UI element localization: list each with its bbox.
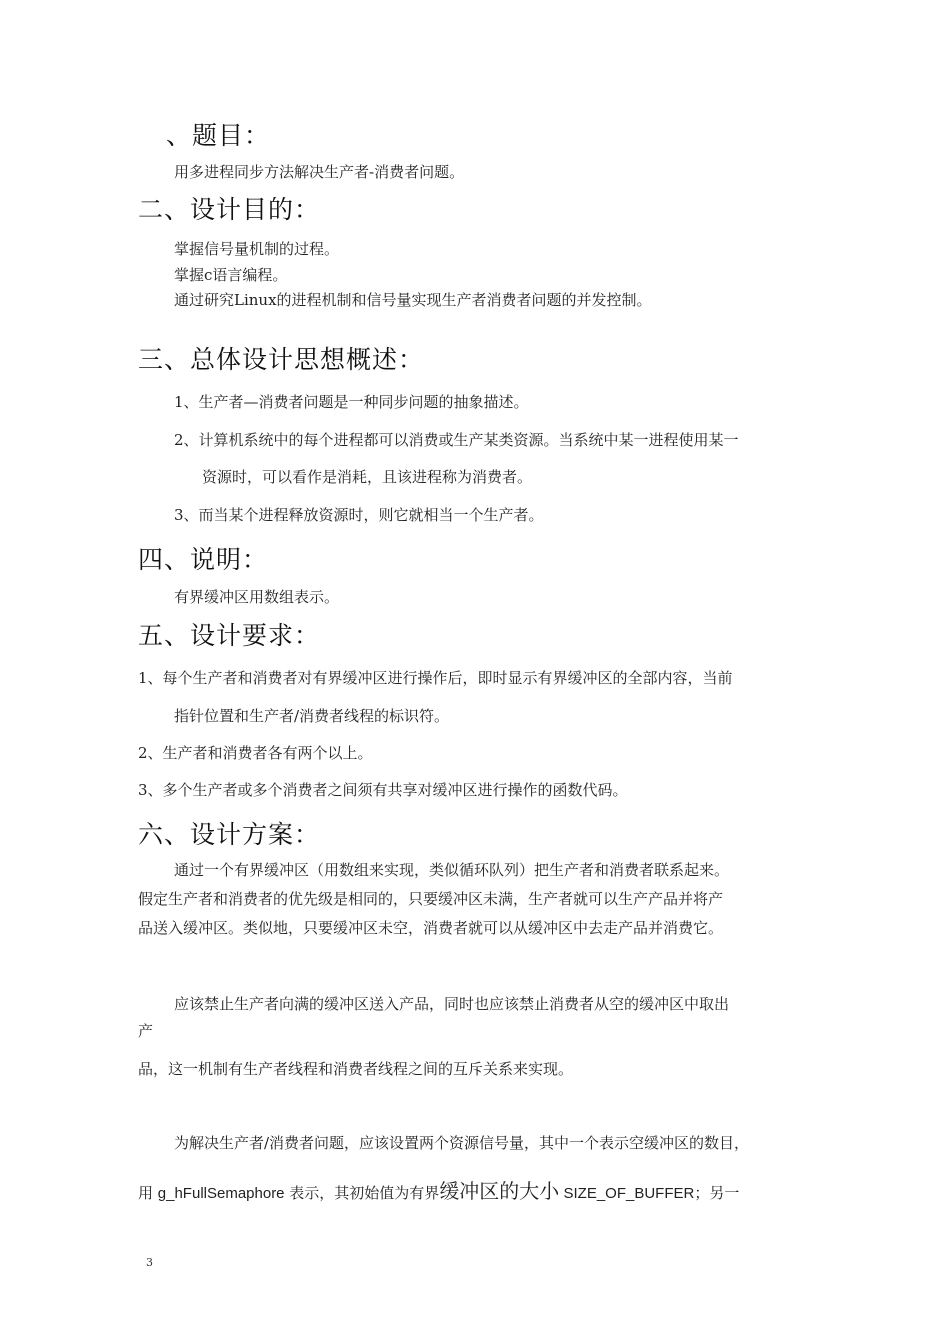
overview-line-2: 2、计算机系统中的每个进程都可以消费或生产某类资源。当系统中某一进程使用某一 bbox=[174, 431, 739, 449]
purpose-line-3: 通过研究Linux的进程机制和信号量实现生产者消费者问题的并发控制。 bbox=[174, 291, 652, 309]
purpose-line-2: 掌握c语言编程。 bbox=[174, 266, 288, 284]
title-text: 用多进程同步方法解决生产者-消费者问题。 bbox=[174, 163, 465, 181]
heading-notes: 四、说明： bbox=[138, 545, 269, 574]
requirements-line-1: 1、每个生产者和消费者对有界缓冲区进行操作后，即时显示有界缓冲区的全部内容，当前 bbox=[138, 669, 733, 687]
plan-line-5: 产 bbox=[138, 1022, 154, 1040]
heading-requirements: 五、设计要求： bbox=[138, 621, 321, 650]
heading-purpose: 二、设计目的： bbox=[138, 195, 321, 224]
requirements-line-2: 指针位置和生产者/消费者线程的标识符。 bbox=[174, 707, 450, 725]
plan-line-4: 应该禁止生产者向满的缓冲区送入产品，同时也应该禁止消费者从空的缓冲区中取出 bbox=[174, 995, 730, 1013]
plan-line-3: 品送入缓冲区。类似地，只要缓冲区未空，消费者就可以从缓冲区中去走产品并消费它。 bbox=[138, 919, 724, 937]
plan-line-6: 品，这一机制有生产者线程和消费者线程之间的互斥关系来实现。 bbox=[138, 1060, 574, 1078]
heading-overview: 三、总体设计思想概述： bbox=[138, 345, 425, 374]
plan-line-7: 为解决生产者/消费者问题，应该设置两个资源信号量，其中一个表示空缓冲区的数目， bbox=[174, 1134, 750, 1152]
requirements-line-3: 2、生产者和消费者各有两个以上。 bbox=[138, 744, 373, 762]
buffer-size-constant: SIZE_OF_BUFFER bbox=[559, 1185, 695, 1202]
overview-line-1: 1、生产者—消费者问题是一种同步问题的抽象描述。 bbox=[174, 393, 529, 411]
notes-line-1: 有界缓冲区用数组表示。 bbox=[174, 588, 340, 606]
full-semaphore-name: g_hFullSemaphore bbox=[157, 1185, 285, 1202]
plan-line-8-middle: 表示，其初始值为有界 bbox=[284, 1184, 440, 1202]
heading-design-plan: 六、设计方案： bbox=[138, 820, 321, 849]
overview-line-4: 3、而当某个进程释放资源时，则它就相当一个生产者。 bbox=[174, 506, 544, 524]
plan-line-8-emphasis: 缓冲区的大小 bbox=[439, 1179, 560, 1203]
plan-line-8-prefix: 用 bbox=[138, 1184, 158, 1202]
heading-title: 、题目： bbox=[166, 121, 271, 150]
plan-line-2: 假定生产者和消费者的优先级是相同的，只要缓冲区未满，生产者就可以生产产品并将产 bbox=[138, 890, 724, 908]
purpose-line-1: 掌握信号量机制的过程。 bbox=[174, 240, 340, 258]
page-number: 3 bbox=[146, 1256, 153, 1269]
plan-line-8-suffix: ；另一 bbox=[694, 1184, 740, 1202]
plan-line-1: 通过一个有界缓冲区（用数组来实现，类似循环队列）把生产者和消费者联系起来。 bbox=[174, 861, 730, 879]
plan-line-8 bbox=[138, 1175, 739, 1204]
requirements-line-4: 3、多个生产者或多个消费者之间须有共享对缓冲区进行操作的函数代码。 bbox=[138, 781, 628, 799]
overview-line-3: 资源时，可以看作是消耗，且该进程称为消费者。 bbox=[202, 468, 533, 486]
